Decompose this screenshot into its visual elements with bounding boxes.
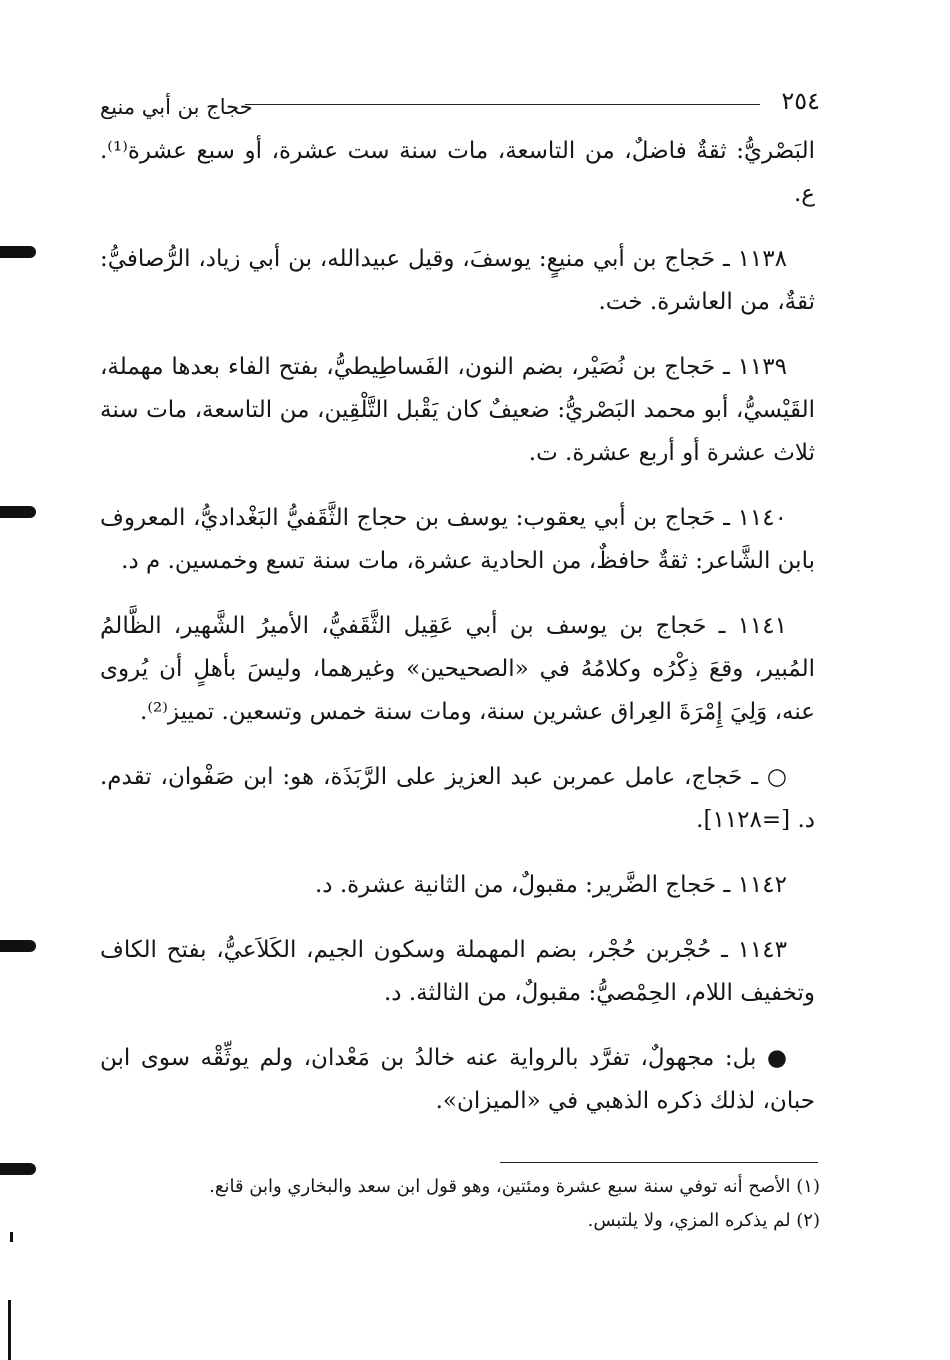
footnotes [150,1170,820,1238]
running-header [100,86,820,126]
entry-note-bal: ● بل: مجهولٌ، تفرَّد بالرواية عنه خالدُ بن مَعْدان، ولم يوثِّقْه سوى ابن حبان، لذلك ذكره الذهبي في «الميزان». [100,1045,815,1114]
scan-speck [10,1232,13,1242]
entry-1139: ١١٣٩ ـ حَجاج بن نُصَيْر، بضم النون، الفَساطِيطيُّ، بفتح الفاء بعدها مهملة، القَيْسيُّ، أبو محمد البَصْريُّ: ضعيفٌ كان يَقْبل التَّلْقِين، من التاسعة، مات سنة ثلاث عشرة أو أربع عشرة. ت. [100,354,815,466]
entry-1138: ١١٣٨ ـ حَجاج بن أبي منيعٍ: يوسفَ، وقيل عبيدالله، بن أبي زياد، الرُّصافيُّ: ثقةٌ، من العاشرة. خت. [100,246,815,315]
running-title: حجاج بن أبي منيع [100,95,253,119]
footnote-2: (٢) لم يذكره المزي، ولا يلتبس. [587,1210,820,1231]
header-rule [245,104,760,105]
binding-mark [0,940,36,952]
entry-hajjaj-amil: ○ ـ حَجاج، عامل عمربن عبد العزيز على الرَّبَذَة، هو: ابن صَفْوان، تقدم. د. [=١١٢٨]. [100,764,815,833]
footnote-rule [500,1162,818,1163]
binding-edge-line [8,1300,11,1360]
binding-mark [0,1163,36,1175]
entry-1142: ١١٤٢ ـ حَجاج الضَّرير: مقبولٌ، من الثانية عشرة. د. [314,872,787,898]
entry-1140: ١١٤٠ ـ حَجاج بن أبي يعقوب: يوسف بن حجاج الثَّقَفيُّ البَغْداديُّ، المعروف بابن الشَّاعر: ثقةٌ حافظٌ، من الحادية عشرة، مات سنة تسع وخمسين. م د. [100,505,815,574]
entries-list [100,130,815,1145]
binding-mark [0,246,36,258]
entry-1143: ١١٤٣ ـ حُجْربن حُجْر، بضم المهملة وسكون الجيم، الكَلاَعيُّ، بفتح الكاف وتخفيف اللام، الحِمْصيُّ: مقبولٌ، من الثالثة. د. [100,937,815,1006]
binding-mark [0,506,36,518]
entry-continuation: البَصْريُّ: ثقةٌ فاضلٌ، من التاسعة، مات سنة ست عشرة، أو سبع عشرة⁽¹⁾. ع. [100,138,815,207]
page-number: ٢٥٤ [781,87,820,115]
footnote-1: (١) الأصح أنه توفي سنة سبع عشرة ومئتين، وهو قول ابن سعد والبخاري وابن قانع. [209,1176,820,1197]
entry-1141: ١١٤١ ـ حَجاج بن يوسف بن أبي عَقِيل الثَّقَفيُّ، الأميرُ الشَّهير، الظَّالمُ المُبير، وقعَ ذِكْرُه وكلامُهُ في «الصحيحين» وغيرهما، وليسَ بأهلٍ أن يُروى عنه، وَلِيَ إِمْرَةَ العِراق عشرين سنة، ومات سنة خمس وتسعين. تمييز⁽²⁾. [100,613,815,725]
